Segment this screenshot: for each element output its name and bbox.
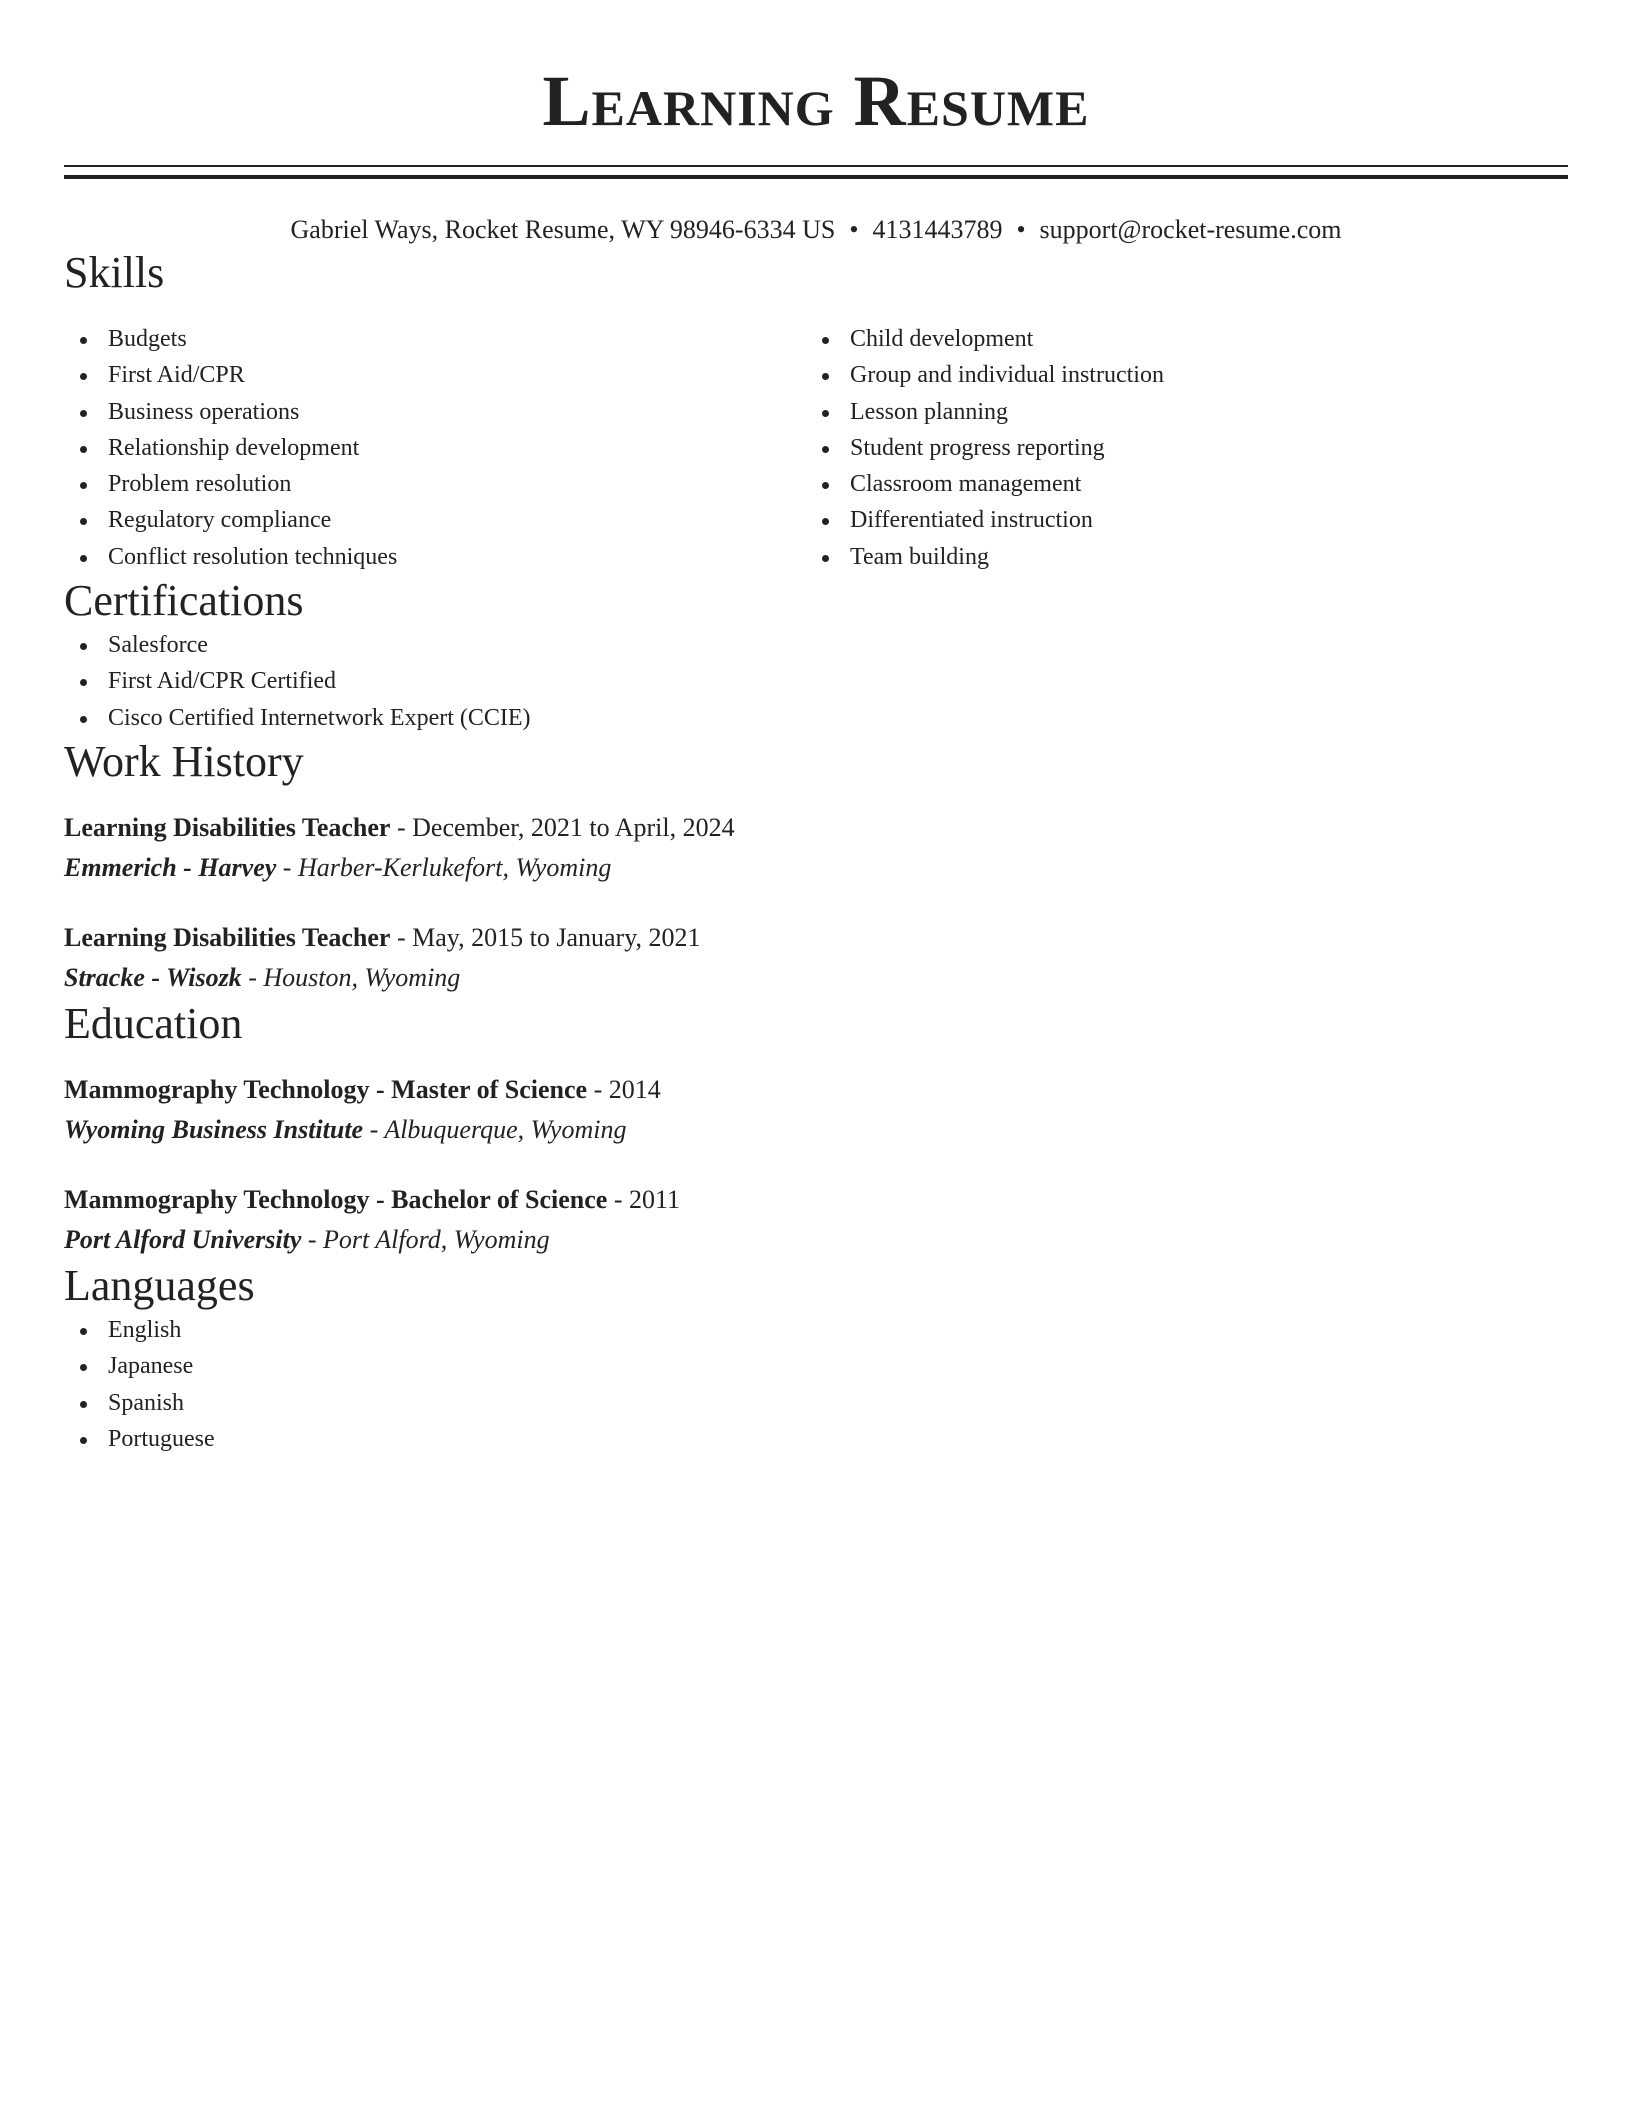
language-item: Japanese <box>64 1348 1568 1384</box>
degree-line: Mammography Technology - Bachelor of Science - 2011 <box>64 1184 681 1214</box>
job-employer-line: Stracke - Wisozk - Houston, Wyoming <box>64 962 461 992</box>
certification-item: Salesforce <box>64 627 1568 663</box>
skill-item: Differentiated instruction <box>806 502 1548 538</box>
degree-year: 2011 <box>629 1184 681 1214</box>
education-entry <box>64 1070 1568 1150</box>
contact-email: support@rocket-resume.com <box>1039 215 1342 244</box>
job-employer: Emmerich - Harvey <box>64 852 277 882</box>
job-employer-line: Emmerich - Harvey - Harber-Kerlukefort, Wyoming <box>64 852 612 882</box>
skill-item: Budgets <box>64 321 806 357</box>
degree-name: Mammography Technology - Master of Science <box>64 1074 588 1104</box>
contact-phone: 4131443789 <box>872 215 1003 244</box>
school-location: Port Alford, Wyoming <box>323 1224 550 1254</box>
school-line: Wyoming Business Institute - Albuquerque, Wyoming <box>64 1114 627 1144</box>
skills-grid <box>64 321 1568 575</box>
skill-item: Relationship development <box>64 430 806 466</box>
job-entry <box>64 918 1568 998</box>
contact-separator: • <box>849 215 859 244</box>
skills-list-right <box>806 321 1548 575</box>
skills-heading: Skills <box>64 248 165 297</box>
school-line: Port Alford University - Port Alford, Wyoming <box>64 1224 550 1254</box>
language-item: English <box>64 1312 1568 1348</box>
skill-item: Problem resolution <box>64 466 806 502</box>
skill-item: Regulatory compliance <box>64 502 806 538</box>
skill-item: Lesson planning <box>806 394 1548 430</box>
degree-name: Mammography Technology - Bachelor of Science <box>64 1184 608 1214</box>
certification-item: First Aid/CPR Certified <box>64 663 1568 699</box>
language-item: Spanish <box>64 1385 1568 1421</box>
skill-item: Team building <box>806 539 1548 575</box>
certifications-list <box>64 627 1568 736</box>
school-name: Wyoming Business Institute <box>64 1114 364 1144</box>
skill-item: Business operations <box>64 394 806 430</box>
skill-item: Conflict resolution techniques <box>64 539 806 575</box>
skill-item: Child development <box>806 321 1548 357</box>
resume-title: Learning Resume <box>542 61 1090 141</box>
job-role: Learning Disabilities Teacher <box>64 812 391 842</box>
job-location: Harber-Kerlukefort, Wyoming <box>297 852 612 882</box>
degree-year: 2014 <box>608 1074 661 1104</box>
job-dates: May, 2015 to January, 2021 <box>412 922 701 952</box>
contact-address: Gabriel Ways, Rocket Resume, WY 98946-6334 US <box>290 215 836 244</box>
languages-heading: Languages <box>64 1260 255 1310</box>
education-heading: Education <box>64 998 243 1048</box>
school-name: Port Alford University <box>64 1224 302 1254</box>
job-employer: Stracke - Wisozk <box>64 962 242 992</box>
skill-item: Student progress reporting <box>806 430 1548 466</box>
job-dates: December, 2021 to April, 2024 <box>412 812 735 842</box>
education-entry <box>64 1180 1568 1260</box>
job-role: Learning Disabilities Teacher <box>64 922 391 952</box>
certifications-heading: Certifications <box>64 576 304 626</box>
job-entry <box>64 808 1568 888</box>
work-history-heading: Work History <box>64 736 304 786</box>
job-title-line: Learning Disabilities Teacher - December, 2021 to April, 2024 <box>64 812 735 842</box>
skill-item: First Aid/CPR <box>64 357 806 393</box>
skills-list-left <box>64 321 806 575</box>
skill-item: Group and individual instruction <box>806 357 1548 393</box>
contact-separator: • <box>1016 215 1026 244</box>
languages-list <box>64 1312 1568 1457</box>
school-location: Albuquerque, Wyoming <box>384 1114 627 1144</box>
certification-item: Cisco Certified Internetwork Expert (CCIE) <box>64 700 1568 736</box>
language-item: Portuguese <box>64 1421 1568 1457</box>
job-location: Houston, Wyoming <box>263 962 461 992</box>
title-rule-thick <box>64 175 1568 179</box>
job-title-line: Learning Disabilities Teacher - May, 2015 to January, 2021 <box>64 922 701 952</box>
title-rule-thin <box>64 165 1568 167</box>
skill-item: Classroom management <box>806 466 1548 502</box>
degree-line: Mammography Technology - Master of Science - 2014 <box>64 1074 661 1104</box>
contact-line <box>64 213 1568 247</box>
